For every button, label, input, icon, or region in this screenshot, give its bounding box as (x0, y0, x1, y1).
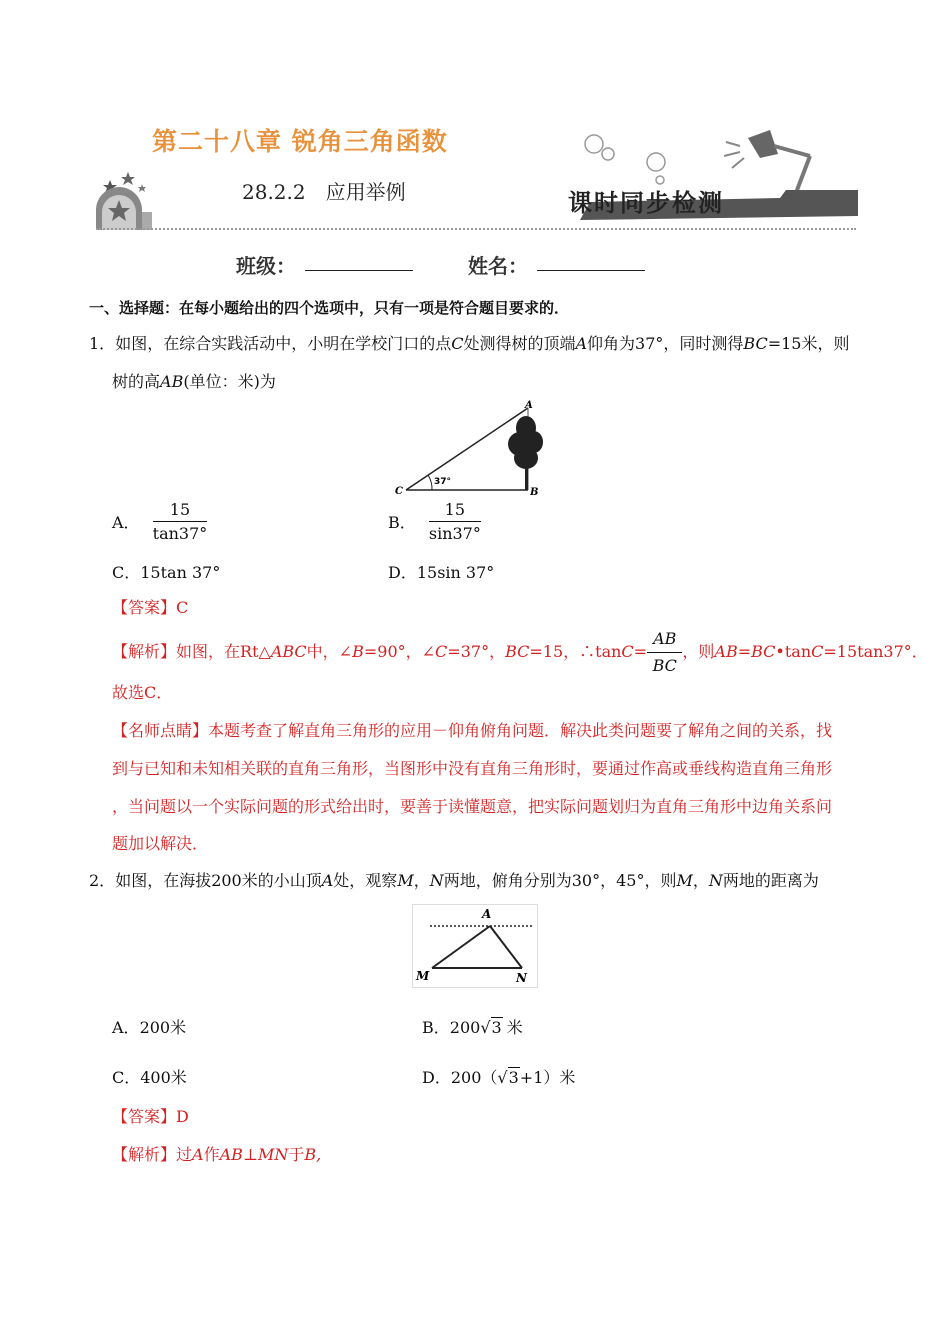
svg-text:C: C (395, 486, 403, 497)
q2-analysis: 【解析】过A作AB⊥MN于B, (112, 1145, 322, 1164)
question-2-stem: 2．如图，在海拔200米的小山顶A处，观察M，N两地，俯角分别为30°，45°，则M，N两地的距离为 (89, 871, 819, 890)
svg-text:37°: 37° (434, 477, 452, 487)
q2-option-a[interactable]: A．200米 (112, 1018, 187, 1037)
svg-text:N: N (516, 971, 527, 985)
question-1-figure (392, 398, 552, 498)
q1-tip-line-3: ，当问题以一个实际问题的形式给出时，要善于读懂题意，把实际问题划归为直角三角形中边角关系问 (112, 797, 833, 816)
q1-option-c[interactable]: C．15tan 37° (112, 563, 221, 582)
brand-banner: 课时同步检测 (568, 188, 724, 217)
q1-tip-line-2: 到与已知和未知相关联的直角三角形，当图形中没有直角三角形时，要通过作高或垂线构造直角三角形 (112, 759, 833, 778)
svg-text:A: A (482, 907, 492, 921)
q1-conclusion: 故选C． (112, 683, 173, 702)
svg-text:A: A (525, 400, 533, 411)
q1-analysis: 【解析】如图，在Rt△ABC中，∠B=90°，∠C=37°，BC=15，∴tanC= $\frac{AB}{BC}$ ，则AB=BC•tanC=15tan37°． (112, 629, 928, 675)
chapter-title: 第二十八章 锐角三角函数 (152, 127, 448, 156)
q1-option-a[interactable]: A． $\frac{15}{\tan 37^\circ}$ (112, 500, 208, 543)
tree-icon (508, 416, 543, 490)
question-1-stem-cont: 树的高AB(单位：米)为 (112, 372, 276, 391)
class-label: 班级： (236, 254, 296, 278)
q1-tip-line-4: 题加以解决． (112, 834, 209, 853)
q2-option-d[interactable]: D．200（√3+1）米 (422, 1068, 576, 1087)
star-badge-logo (90, 168, 160, 234)
svg-text:M: M (416, 969, 430, 983)
q1-option-d[interactable]: D．15sin 37° (388, 563, 495, 582)
name-label: 姓名： (468, 254, 528, 278)
q2-option-b[interactable]: B．200√3 米 (422, 1018, 523, 1037)
name-field[interactable] (537, 270, 645, 271)
class-field[interactable] (305, 270, 413, 271)
q1-answer: 【答案】C (112, 598, 189, 617)
question-2-figure (412, 904, 538, 988)
section-title: 28.2.2 应用举例 (242, 180, 406, 204)
header-divider (96, 228, 856, 230)
q2-option-c[interactable]: C．400米 (112, 1068, 187, 1087)
q2-answer: 【答案】D (112, 1107, 189, 1126)
q1-option-b[interactable]: B． $\frac{15}{\sin 37^\circ}$ (388, 500, 481, 543)
section-heading: 一、选择题：在每小题给出的四个选项中，只有一项是符合题目要求的． (89, 299, 570, 317)
svg-text:B: B (530, 487, 539, 498)
question-1-stem: 1．如图，在综合实践活动中，小明在学校门口的点C处测得树的顶端A仰角为37°，同时测得BC=15米，则 (89, 334, 850, 353)
q1-tip-line-1: 【名师点睛】本题考查了解直角三角形的应用－仰角俯角问题．解决此类问题要了解角之间的关系，找 (112, 721, 833, 740)
